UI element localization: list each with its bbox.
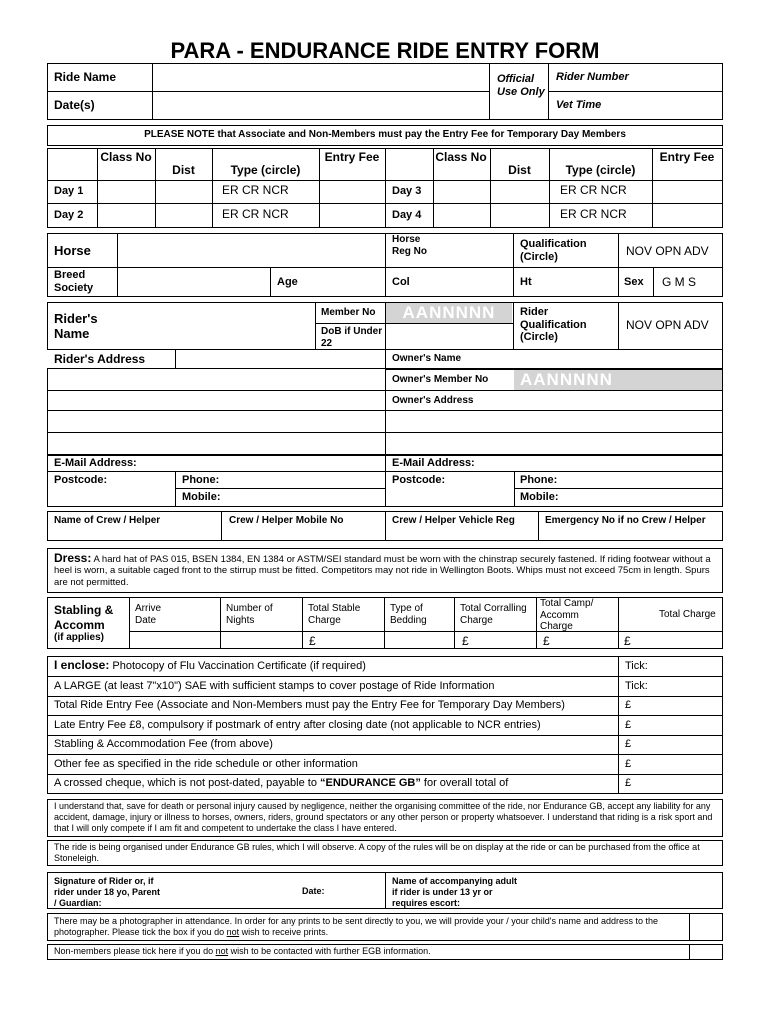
enclose-row-4-right[interactable]: £ [625,719,632,731]
horse-label: Horse [54,243,91,258]
sex-options[interactable]: G M S [662,275,697,289]
member-no-label: Member No [321,307,376,318]
member-no-field[interactable]: AANNNNN [386,303,512,323]
corralling-pound: £ [462,634,469,648]
dress-body: A hard hat of PAS 015, BSEN 1384, EN 1384 or ASTM/SEI standard must be worn with the chinstrap securely fastened. If riding footwear without a heel is worn, a suitable caged front to the stirrup must be fitted. Competitors may not ride in Wellington Boots. Whips must not exceed 75cm in length. Spurs are not permitted. [54,554,711,588]
total-corralling-label: Total Corralling Charge [460,603,527,626]
declaration-text: I understand that, save for death or personal injury caused by negligence, neither the organising committee of the ride, nor Endurance GB, accept any liability for any accident, damage, injury or illness to horses, owners, riders, ground spectators or any other person or property whatsoever. I understand that riding is a risk sport and that I will only compete if I am fit and competent to undertake the class I have entered. [54,801,713,833]
total-charge-label: Total Charge [659,609,716,620]
postcode-label-right: Postcode: [392,474,446,486]
sex-label: Sex [624,276,644,288]
cheque-post: for overall total of [420,777,509,789]
nights-label: Number of Nights [226,603,273,626]
rider-qualification-label: Rider Qualification (Circle) [520,306,587,344]
riders-address-field[interactable] [175,349,386,369]
enclose-row-1 [54,659,366,673]
arrive-date-label: Arrive Date [135,603,162,626]
postcode-label-left: Postcode: [54,474,108,486]
enclose-row-3-text: Total Ride Entry Fee (Associate and Non-Members must pay the Entry Fee for Temporary Day Members) [54,699,565,711]
escort-field[interactable] [520,873,722,908]
email-label-right: E-Mail Address: [392,457,475,469]
cheque-payee: “ENDURANCE GB” [320,777,421,789]
enclose-row-6-text: Other fee as specified in the ride schedule or other information [54,758,358,770]
rules-text: The ride is being organised under Endurance GB rules, which I will observe. A copy of the rules will be on display at the ride or can be purchased from the office at Stoneleigh. [54,842,700,863]
escort-label: Name of accompanying adult if rider is under 13 yr or requires escort: [392,876,518,908]
mobile-label-left: Mobile: [182,491,221,503]
dates-field[interactable] [153,92,488,119]
mobile-label-right: Mobile: [520,491,559,503]
crew-vehicle-label: Crew / Helper Vehicle Reg [392,515,515,526]
nonmember-post: wish to be contacted with further EGB information. [228,946,431,956]
ride-name-field[interactable] [153,64,488,90]
col-label: Col [392,276,410,288]
enclose-row-1-text: Photocopy of Flu Vaccination Certificate (if required) [112,660,366,672]
day1-label: Day 1 [54,185,84,197]
nonmember-pre: Non-members please tick here if you do [54,946,216,956]
enclose-cheque-right[interactable]: £ [625,777,632,789]
emergency-label: Emergency No if no Crew / Helper [545,515,706,526]
stabling-sub-label: (if applies) [54,632,105,643]
official-use-label: Official Use Only [497,73,545,98]
total-charge-pound: £ [624,634,631,648]
stable-pound: £ [309,634,316,648]
breed-society-label: Breed Society [54,269,94,294]
day1-type-options[interactable]: ER CR NCR [222,183,289,197]
enclose-cheque-row [54,777,508,790]
photo-optout-checkbox[interactable] [689,913,723,941]
nonmember-not: not [215,946,229,956]
email-label-left: E-Mail Address: [54,457,137,469]
signature-date-label: Date: [302,886,325,896]
type-header-right: Type (circle) [565,163,636,177]
horse-name-field[interactable] [118,234,384,266]
enclose-row-4-text: Late Entry Fee £8, compulsory if postmark of entry after closing date (not applicable to NCR entries) [54,719,541,731]
dress-text [54,551,718,588]
dates-label: Date(s) [54,98,95,112]
nonmember-checkbox[interactable] [689,944,723,960]
owners-address-label: Owner's Address [392,395,474,406]
enclose-row-2-text: A LARGE (at least 7"x10") SAE with sufficient stamps to cover postage of Ride Information [54,680,495,692]
photo-pre: There may be a photographer in attendance. In order for any prints to be sent directly to you, we will provide your / your child's name and address to the photographer. Please tick the box if you do [54,916,659,937]
phone-label-left: Phone: [182,474,220,486]
nonmember-text [54,946,431,956]
enclose-row-3-right[interactable]: £ [625,699,632,711]
riders-name-label: Rider's Name [54,311,98,341]
cheque-pre: A crossed cheque, which is not post-dated, payable to [54,777,320,789]
dist-header-right: Dist [508,163,531,177]
enclose-row-6-right[interactable]: £ [625,758,632,770]
signature-field[interactable] [165,873,295,908]
bedding-label: Type of Bedding [390,603,427,626]
class-no-header-right: Class No [435,150,487,164]
notice-text: PLEASE NOTE that Associate and Non-Members must pay the Entry Fee for Temporary Day Members [144,129,626,140]
page-title: PARA - ENDURANCE RIDE ENTRY FORM [170,38,600,63]
dress-label: Dress: [54,551,92,565]
riders-address-label: Rider's Address [54,352,146,366]
horse-reg-no-label: Horse Reg No [392,234,427,257]
total-camp-label: Total Camp/ Accomm Charge [540,598,594,632]
phone-label-right: Phone: [520,474,558,486]
owners-member-no-field[interactable]: AANNNNN [514,370,722,390]
day3-type-options[interactable]: ER CR NCR [560,183,627,197]
photo-post: wish to receive prints. [239,926,329,937]
ht-label: Ht [520,276,532,288]
rider-number-label: Rider Number [556,71,629,83]
owners-name-label: Owner's Name [392,353,462,364]
signature-label: Signature of Rider or, if rider under 18 yo, Parent / Guardian: [54,876,161,908]
photo-not: not [226,926,240,937]
day2-label: Day 2 [54,209,84,221]
horse-qual-options[interactable]: NOV OPN ADV [626,244,709,258]
rider-qual-options[interactable]: NOV OPN ADV [626,318,709,332]
total-stable-label: Total Stable Charge [308,603,361,626]
entry-fee-header-left: Entry Fee [324,150,380,164]
ride-name-label: Ride Name [54,70,117,84]
owners-member-no-label: Owner's Member No [392,374,489,385]
photo-text [54,916,684,938]
enclose-row-1-right[interactable]: Tick: [625,660,648,672]
enclose-row-2-right[interactable]: Tick: [625,680,648,692]
horse-qualification-label: Qualification (Circle) [520,238,587,263]
camp-pound: £ [543,634,550,648]
day4-type-options[interactable]: ER CR NCR [560,207,627,221]
enclose-label: I enclose: [54,658,110,672]
day4-label: Day 4 [392,209,422,221]
day3-label: Day 3 [392,185,422,197]
crew-name-label: Name of Crew / Helper [54,515,161,526]
vet-time-label: Vet Time [556,99,602,111]
crew-mobile-label: Crew / Helper Mobile No [229,515,344,526]
enclose-row-5-right[interactable]: £ [625,738,632,750]
age-label: Age [277,276,298,288]
day2-type-options[interactable]: ER CR NCR [222,207,289,221]
dist-header-left: Dist [172,163,195,177]
entry-fee-header-right: Entry Fee [659,150,715,164]
dob-label: DoB if Under 22 [321,326,383,349]
class-no-header-left: Class No [100,150,152,164]
type-header-left: Type (circle) [230,163,301,177]
enclose-row-5-text: Stabling & Accommodation Fee (from above) [54,738,273,750]
stabling-label: Stabling & Accomm [54,603,114,632]
